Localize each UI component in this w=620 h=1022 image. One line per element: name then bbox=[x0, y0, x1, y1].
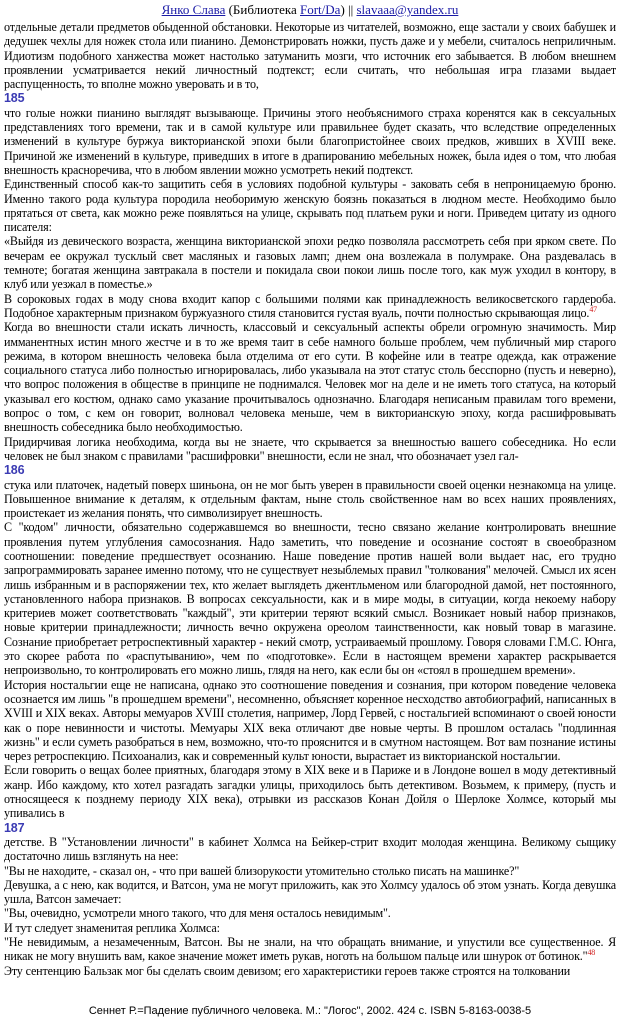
footnote-marker[interactable]: 48 bbox=[587, 948, 596, 958]
paragraph-text: Если говорить о вещах более приятных, благодаря этому в XIX веке и в Париже и в Лондоне вошел в моду детективный жанр. Ибо каждому, кто хотел разгадать загадки улицы, приходилось быть детективом. Возьмем, к примеру, (пусть и относящееся к позднему периоду XIX века), отрывки из рассказов Конан Дойля о Шерлоке Холмсе, который мы упивались в bbox=[4, 763, 616, 821]
paragraph-text: стука или платочек, надетый поверх шиньона, он не мог быть уверен в правильности своей оценки незнакомца на улице. Повышенное внимание к деталям, к отдельным фактам, ныне столь свойственное нам во всех наших проявлениях, проистекает из желания понять, что символизирует внешность. bbox=[4, 477, 616, 521]
header bbox=[0, 0, 620, 20]
paragraph bbox=[4, 964, 616, 978]
paragraph bbox=[4, 520, 616, 677]
paragraph bbox=[4, 906, 616, 920]
paragraph-text: "Не невидимым, а незамеченным, Ватсон. Вы не знали, на что обращать внимание, и упустили все существенное. Я никак не могу внушить вам, какое значение может иметь рукав, ноготь на большом пальце или шнурок от ботинок." bbox=[4, 935, 616, 964]
paragraph bbox=[4, 478, 616, 521]
paragraph-text: Девушка, а с нею, как водится, и Ватсон, ума не могут приложить, как это Холмсу удалось об этом узнать. Когда девушка ушла, Ватсон замечает: bbox=[4, 877, 616, 907]
page-number: 187 bbox=[4, 820, 25, 835]
paragraph-text: История ностальгии еще не написана, однако это соотношение поведения и сознания, при котором поведение человека осознается им лишь "в прошедшем времени", несомненно, объясняет коренное несходство автобиографий, написанных в XVIII и XIX веках. Авторы мемуаров XVIII столетия, например, Лорд Гервей, с ностальгией вспоминают о своей юности как о поре невинности и чистоты. Мемуары XIX века отличают две новые черты. В прошлом осталась "подлинная жизнь" и если суметь разобраться в нем, возможно, что-то прояснится и в смутном настоящем. Вот вам познание истины через ретроспекцию. Психоанализ, как и современный культ юности, вырастает из викторианской ностальгии. bbox=[4, 677, 616, 764]
library-label-close: ) || bbox=[340, 2, 357, 17]
paragraph-text: С "кодом" личности, обязательно содержавшемся во внешности, тесно связано желание контролировать внешние проявления путем углубления самосознания. Надо заметить, что поведение и осознание состоят в своеобразном соотношении: поведение предшествует осознанию. Наше поведение против нашей воли выдает нас, его трудно запрограммировать заранее именно потому, что не существует незыблемых правил "толкования" мелочей. Смысл их ясен лишь избранным и в распоряжении тех, кто желает выглядеть джентльменом или благородной дамой, нет постоянного, установленного набора признаков. В вопросах сексуальности, как и в мире моды, в ситуации, когда некоему набору критериев может соответствовать "каждый", эти критерии теряют всякий смысл. Возникает новый набор признаков, новые критерии принадлежности; личность вечно окружена ореолом таинственности, как новый товар в магазине. Сознание приобретает ретроспективный характер - некий смотр, устраиваемый прошлому. Говоря словами Г.М.С. Юнга, это скорее работа по «распутыванию», чем по «подготовке». Если в настоящем времени характер раскрывается непроизвольно, то контролировать его можно лишь, глядя на него, как если бы он «стоял в прошедшем времени». bbox=[4, 520, 616, 678]
paragraph-text: Когда во внешности стали искать личность, классовый и сексуальный аспекты обрели огромную значимость. Мир имманентных истин много жестче и в то же время таит в себе намного больше проблем, чем публичный мир старого режима, в котором внешность человека была отделима от его сути. В кофейне или в театре одежда, как отражение социального статуса либо полностью игнорировалась, либо указывала на этот статус столь бесспорно (пусть и неверно), что вопрос положения в обществе в принципе не поднимался. Человек мог на деле и не иметь того статуса, на который указывал его костюм, однако само указание прочитывалось однозначно. Благодаря неписаным правилам того времени, вопрос о том, с кем он говорит, волновал человека меньше, чем в викторианскую эпоху, когда расшифровывать внешность собеседника было необходимостью. bbox=[4, 320, 616, 435]
paragraph-text: детстве. В "Установлении личности" в кабинет Холмса на Бейкер-стрит входит молодая женщина. Великому сыщику достаточно лишь взглянуть на нее: bbox=[4, 834, 616, 864]
paragraph bbox=[4, 435, 616, 464]
paragraph bbox=[4, 177, 616, 234]
paragraph-text: Эту сентенцию Бальзак мог бы сделать своим девизом; его характеристики героев также строятся на толковании bbox=[4, 963, 571, 978]
footer-citation: Сеннет Р.=Падение публичного человека. М.: "Логос", 2002. 424 с. ISBN 5-8163-0038-5 bbox=[88, 1005, 532, 1017]
paragraph-text: «Выйдя из девического возраста, женщина викторианской эпохи редко позволяла рассмотреть себя при ярком свете. По вечерам ее окружал тусклый свет масляных и газовых ламп; днем она возлежала в полумраке. Она раздевалась в темноте; богатая женщина завтракала в постели и покидала свои покои лишь после того, как муж уходил в контору, в клуб или уезжал в поместье.» bbox=[4, 234, 616, 292]
paragraph-text: И тут следует знаменитая реплика Холмса: bbox=[4, 920, 220, 935]
paragraph bbox=[4, 921, 616, 935]
paragraph-text: "Вы, очевидно, усмотрели много такого, что для меня осталось невидимым". bbox=[4, 906, 391, 921]
author-link[interactable]: Янко Слава bbox=[161, 2, 226, 17]
library-label-open: (Библиотека bbox=[225, 2, 300, 17]
paragraph-text: Единственный способ как-то защитить себя в условиях подобной культуры - заковать себя в непроницаемую броню. Именно такого рода культура породила необоримую женскую боязнь показаться в людном месте. Необходимо было прятаться от света, как можно реже появляться на улице, скрывать под платьем руки и ноги. Приведем цитату из одного писателя: bbox=[4, 177, 616, 235]
paragraph bbox=[4, 763, 616, 820]
paragraph bbox=[4, 678, 616, 764]
library-link[interactable]: Fort/Da bbox=[300, 2, 341, 17]
paragraph bbox=[4, 292, 616, 321]
page-number: 186 bbox=[4, 463, 25, 478]
paragraph bbox=[4, 320, 616, 434]
paragraph-text: что голые ножки пианино выглядят вызывающе. Причины этого необъяснимого страха коренятся как в сексуальных представлениях того времени, так и в самой культуре или правильнее будет сказать, что вследствие определенных изменений в культуре буржуа викторианской эпохи были благопристойнее своих предков, живших в XVIII веке. Причиной же изменений в культуре, приведших в итоге в драпированию мебельных ножек, была идея о том, что любая внешность красноречива, что в любом явлении можно усмотреть некий подтекст. bbox=[4, 105, 616, 177]
paragraph-text: отдельные детали предметов обыденной обстановки. Некоторые из читателей, возможно, еще застали у своих бабушек и дедушек чехлы для ножек стола или пианино. Демонстрировать ножки, пусть даже и у мебели, считалось неприличным. Идиотизм подобного ханжества может настолько затуманить мозги, что источник его забывается. В любом внешнем проявлении усматривается некий личностный подтекст; если считать, что небольшая игра глазами выдает распущенность, то вполне можно уверовать и в то, bbox=[4, 20, 616, 92]
paragraph bbox=[4, 878, 616, 907]
paragraph bbox=[4, 935, 616, 964]
paragraph-text: В сороковых годах в моду снова входит капор с большими полями как принадлежность великосветского гардероба. Подобное характерным признаком буржуазного стиля становится густая вуаль, почти полностью скрывающая лицо. bbox=[4, 291, 616, 320]
document-body bbox=[4, 20, 616, 978]
paragraph bbox=[4, 835, 616, 864]
paragraph bbox=[4, 106, 616, 177]
paragraph bbox=[4, 234, 616, 291]
paragraph-text: "Вы не находите, - сказал он, - что при вашей близорукости утомительно столько писать на машинке?" bbox=[4, 863, 520, 878]
paragraph-text: Придирчивая логика необходима, когда вы не знаете, что скрывается за внешностью вашего собеседника. Но если человек не был знаком с правилами "расшифровки" внешности, если не знал, что обозначает узел гал- bbox=[4, 434, 616, 463]
paragraph bbox=[4, 20, 616, 91]
page-number: 185 bbox=[4, 91, 25, 106]
footnote-marker[interactable]: 47 bbox=[589, 304, 598, 314]
email-link[interactable]: slavaaa@yandex.ru bbox=[356, 2, 459, 17]
paragraph bbox=[4, 864, 616, 878]
